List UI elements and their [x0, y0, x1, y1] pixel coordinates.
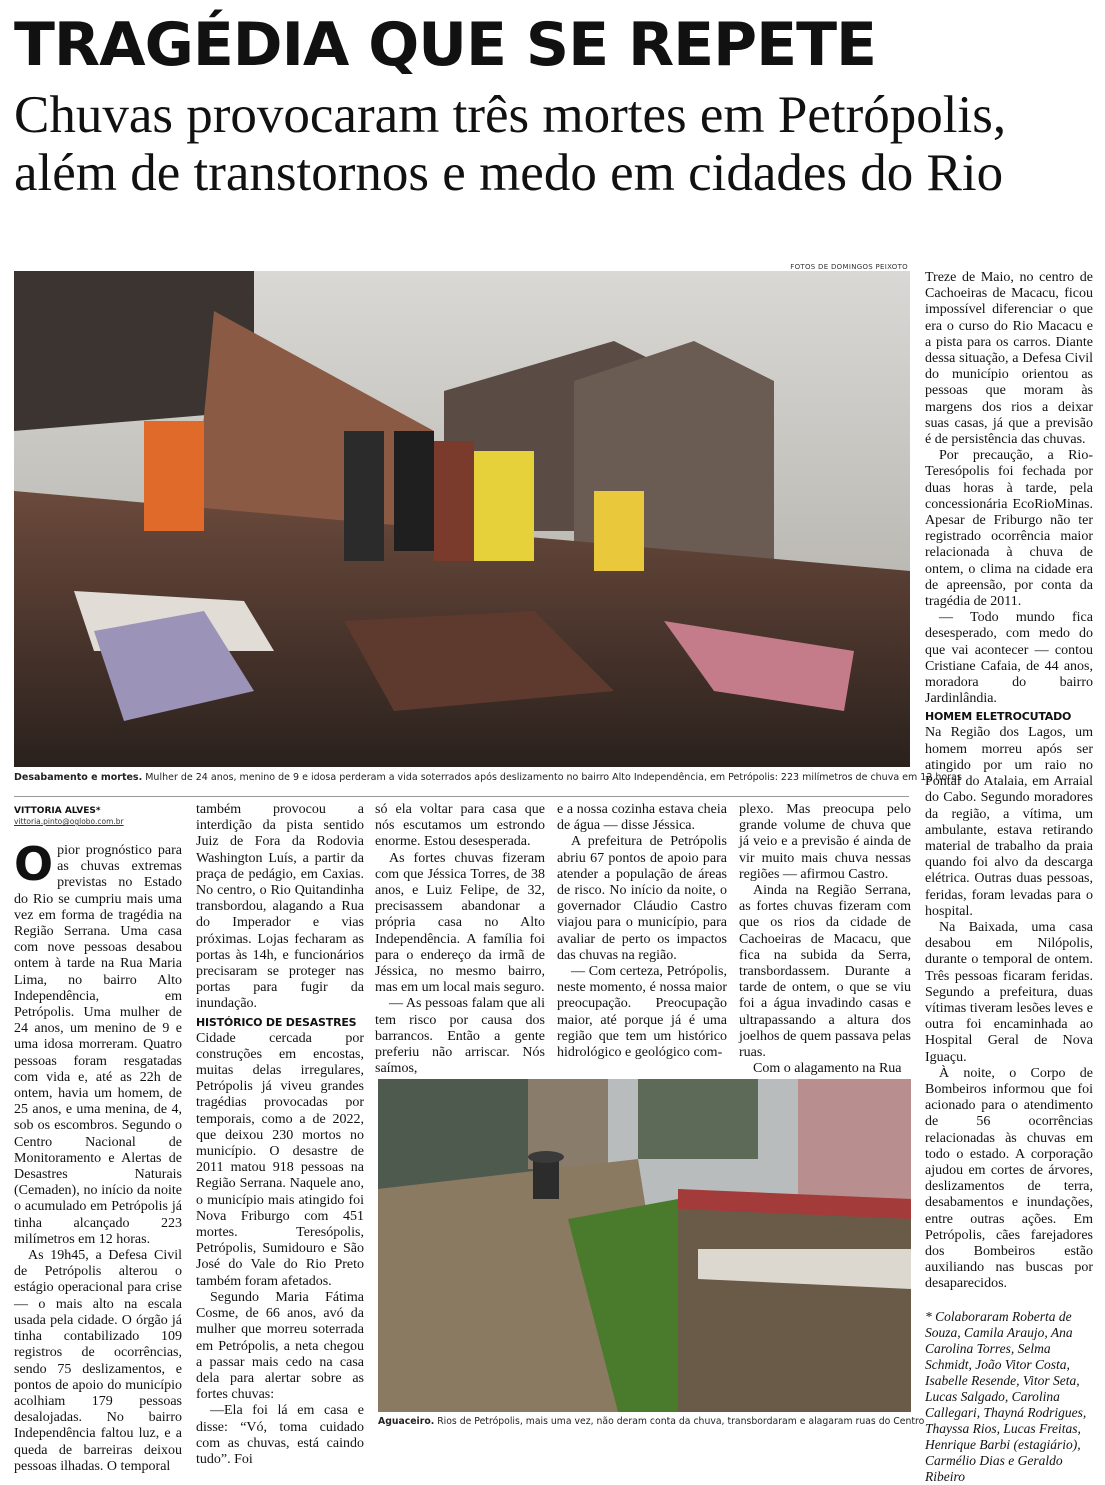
photo-caption-flood — [378, 1416, 925, 1428]
caption-lead: Aguaceiro. — [378, 1416, 435, 1427]
paragraph: Cidade cercada por construções em encostas, muitas delas irregulares, Petrópolis já viveu grandes tragédias provocadas por temporais, como a de 2022, que deixou 230 mortos no município. O desastre de 2011 matou 918 pessoas na Região Serrana. Naquele ano, o município mais atingido foi Nova Friburgo com 451 mortes. Teresópolis, Petrópolis, Sumidouro e São José do Vale do Rio Preto também foram afetados. — [196, 1030, 364, 1289]
paragraph: Na Região dos Lagos, um homem morreu após ser atingido por um raio no Pontal do Atalaia, em Arraial do Cabo. Segundo moradores da região, a vítima, um ambulante, estava retirando material de trabalho da praia quando foi alvo da descarga elétrica. Outras duas pessoas, feridas, foram levadas para o hospital. — [925, 725, 1093, 919]
paragraph: plexo. Mas preocupa pelo grande volume de chuva que já veio e a previsão é ainda de vir muito mais chuva nessas regiões — afirmou Castro. — [739, 802, 911, 882]
article-column-5 — [739, 802, 911, 1077]
headline — [14, 86, 1094, 202]
paragraph: — Todo mundo fica desesperado, com medo do que vai acontecer — contou Cristiane Cafaia, de 44 anos, moradora do bairro Jardinlândia. — [925, 610, 1093, 707]
paragraph: A prefeitura de Petrópolis abriu 67 pontos de apoio para atender a população de áreas de risco. No início da noite, o governador Cláudio Castro viajou para o município, para avaliar de perto os impactos das chuvas na região. — [557, 834, 727, 963]
paragraph: Por precaução, a Rio-Teresópolis foi fechada por duas horas à tarde, pela concessionária EcoRioMinas. Apesar de Friburgo não ter registrado ocorrência maior relacionada à chuva de ontem, o clima na cidade era de apreensão, por conta da tragédia de 2011. — [925, 448, 1093, 610]
landslide-photo — [14, 271, 910, 767]
photo-credit: FOTOS DE DOMINGOS PEIXOTO — [790, 263, 908, 271]
flood-photo — [378, 1079, 911, 1412]
contributors-credits: * Colaboraram Roberta de Souza, Camila Araujo, Ana Carolina Torres, Selma Schmidt, João Vitor Costa, Isabelle Resende, Vitor Seta, Lucas Salgado, Carolina Callegari, Thayná Rodrigues, Thayssa Rios, Lucas Freitas, Henrique Barbi (estagiário), Carmélio Dias e Geraldo Ribeiro — [925, 1308, 1087, 1484]
caption-lead: Desabamento e mortes. — [14, 772, 143, 783]
paragraph: — As pessoas falam que ali tem risco por causa dos barrancos. Então a gente preferiu não arriscar. Nós saímos, — [375, 996, 545, 1077]
landslide-photo-illustration — [14, 271, 910, 767]
headline-line-1: Chuvas provocaram três mortes em Petrópolis, — [14, 86, 1007, 144]
paragraph: — Com certeza, Petrópolis, neste momento, é nossa maior preocupação. Preocupação maior, até porque já é uma região que tem um histórico hidrológico e geológico com- — [557, 964, 727, 1061]
subheading-historico: HISTÓRICO DE DESASTRES — [196, 1015, 357, 1029]
caption-text: Mulher de 24 anos, menino de 9 e idosa perderam a vida soterrados após deslizamento no bairro Alto Independência, em Petrópolis: 223 milímetros de chuva em 12 horas — [142, 772, 962, 783]
paragraph: As fortes chuvas fizeram com que Jéssica Torres, de 38 anos, e Luiz Felipe, de 32, precisassem abandonar a própria casa no Alto Independência. A família foi para o endereço da irmã de Jéssica, no mesmo bairro, mas em um local mais seguro. — [375, 850, 545, 996]
paragraph: Treze de Maio, no centro de Cachoeiras de Macacu, ficou impossível diferenciar o que era o curso do Rio Macacu e a pista para os carros. Diante dessa situação, a Defesa Civil do município orientou as pessoas que moram às margens dos rios a deixar suas casas, já que a previsão é de persistência das chuvas. — [925, 270, 1093, 448]
section-divider — [14, 796, 909, 797]
paragraph: As 19h45, a Defesa Civil de Petrópolis alterou o estágio operacional para crise — o mais alto na escala usada pela cidade. O órgão já tinha contabilizado 109 registros de ocorrências, sendo 75 deslizamentos, e pontos de apoio do município acolhiam 179 pessoas desalojadas. No bairro Independência faltou luz, e a queda de barreiras deixou pessoas ilhadas. O temporal — [14, 1248, 182, 1474]
headline-line-2: além de transtornos e medo em cidades do Rio — [14, 144, 1004, 202]
paragraph: Com o alagamento na Rua — [753, 1061, 902, 1077]
paragraph: também provocou a interdição da pista sentido Juiz de Fora da Rodovia Washington Luís, a partir da praça de pedágio, em Caxias. No centro, o Rio Quitandinha transbordou, alagando a Rua do Imperador e vias próximas. Lojas fecharam as portas às 14h, e funcionários precisaram se proteger nas portas para fugir da inundação. — [196, 802, 364, 1012]
paragraph: e a nossa cozinha estava cheia de água — disse Jéssica. — [557, 802, 727, 834]
photo-caption-landslide — [14, 772, 962, 784]
article-column-2 — [196, 802, 364, 1467]
paragraph: À noite, o Corpo de Bombeiros informou que foi acionado para o atendimento de 56 ocorrências relacionadas às chuvas em todo o estado. A corporação ajudou em cortes de árvores, deslizamentos de terra, desabamentos e inundações, entre outras ações. Em Petrópolis, cães farejadores dos Bombeiros estão auxiliando nas buscas por desaparecidos. — [925, 1065, 1093, 1292]
kicker-title: TRAGÉDIA QUE SE REPETE — [14, 10, 877, 80]
byline: VITTORIA ALVES* — [14, 806, 101, 816]
article-column-3 — [375, 802, 545, 1077]
flood-photo-illustration — [378, 1079, 911, 1412]
drop-cap: O — [14, 837, 54, 891]
caption-text: Rios de Petrópolis, mais uma vez, não deram conta da chuva, transbordaram e alagaram ruas do Centro — [434, 1416, 925, 1427]
lead-paragraph-text: pior prognóstico para as chuvas extremas previstas no Estado do Rio se cumpriu mais uma vez em forma de tragédia na Região Serrana. Uma casa com nove pessoas desabou ontem à tarde na Rua Maria Lima, no bairro Alto Independência, em Petrópolis. Uma mulher de 24 anos, um menino de 9 e uma idosa morreram. Quatro pessoas foram resgatadas com vida e, até as 22h de ontem, havia um homem, de 25 anos, e uma menina, de 4, sob os escombros. Segundo o Centro Nacional de Monitoramento e Alertas de Desastres Naturais (Cemaden), no início da noite o acumulado em Petrópolis já tinha alcançado 223 milímetros em 12 horas. — [14, 843, 182, 1247]
article-column-1 — [14, 806, 182, 1474]
article-column-4 — [557, 802, 727, 1064]
article-column-6 — [925, 270, 1093, 1484]
paragraph: —Ela foi lá em casa e disse: “Vó, toma cuidado com as chuvas, está caindo tudo”. Foi — [196, 1403, 364, 1467]
author-email-link[interactable]: vittoria.pinto@oglobo.com.br — [14, 817, 124, 826]
subheading-homem-eletrocutado: HOMEM ELETROCUTADO — [925, 710, 1072, 724]
lead-paragraph — [14, 837, 182, 1248]
paragraph: só ela voltar para casa que nós escutamos um estrondo enorme. Estou desesperada. — [375, 802, 545, 850]
paragraph: Na Baixada, uma casa desabou em Nilópolis, durante o temporal de ontem. Três pessoas ficaram feridas. Segundo a prefeitura, duas vítimas tiveram lesões leves e outra foi encaminhada ao Hospital Geral de Nova Iguaçu. — [925, 919, 1093, 1065]
paragraph: Segundo Maria Fátima Cosme, de 66 anos, avó da mulher que morreu soterrada em Petrópolis, a neta chegou a passar mais cedo na casa dela para alertar sobre as fortes chuvas: — [196, 1289, 364, 1403]
paragraph: Ainda na Região Serrana, as fortes chuvas fizeram com que os rios da cidade de Cachoeiras de Macacu, que fica na subida da Serra, transbordassem. Durante a tarde de ontem, o que se viu foi a água invadindo casas e ultrapassando a altura dos joelhos de quem passava pelas ruas. — [739, 883, 911, 1061]
